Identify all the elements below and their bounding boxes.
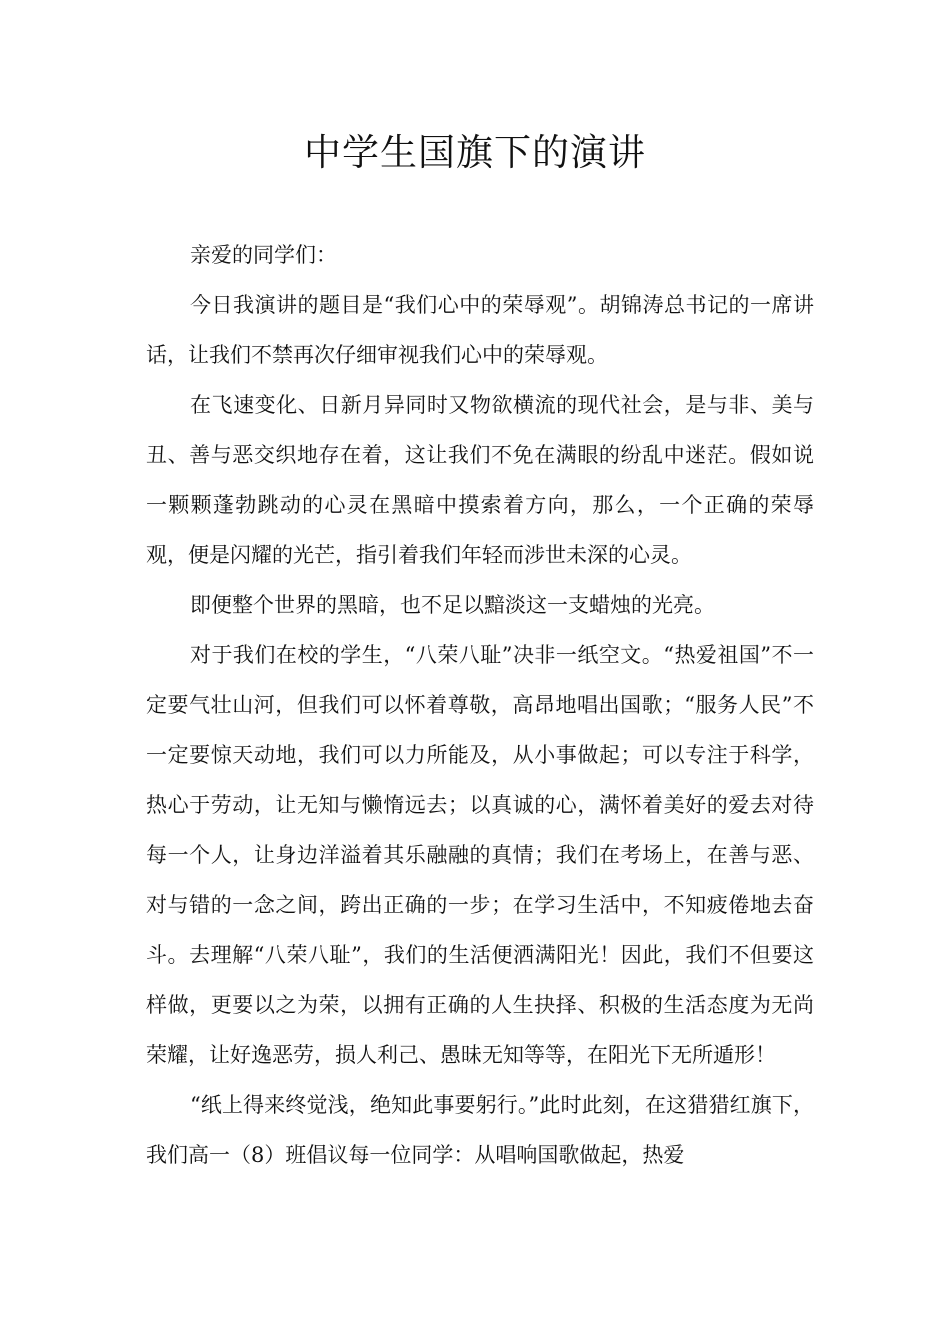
paragraph-greeting: 亲爱的同学们：	[190, 243, 337, 267]
paragraph-eight-honors: 对于我们在校的学生，“八荣八耻”决非一纸空文。“热爱祖国”不一定要气壮山河，但我们可以怀着尊敬，高昂地唱出国歌；“服务人民”不一定要惊天动地，我们可以力所能及，从小事做起；可以专注于科学，热心于劳动，让无知与懒惰远去；以真诚的心，满怀着美好的爱去对待每一个人，让身边洋溢着其乐融融的真情；我们在考场上，在善与恶、对与错的一念之间，跨出正确的一步；在学习生活中，不知疲倦地去奋斗。去理解“八荣八耻”，我们的生活便洒满阳光！因此，我们不但要这样做，更要以之为荣，以拥有正确的人生抉择、积极的生活态度为无尚荣耀，让好逸恶劳，损人利己、愚昧无知等等，在阳光下无所遁形！	[146, 643, 814, 1067]
paragraph-initiative: “纸上得来终觉浅，绝知此事要躬行。”此时此刻，在这猎猎红旗下，我们高一（8）班倡议每一位同学：从唱响国歌做起，热爱	[146, 1093, 814, 1167]
paragraph-society: 在飞速变化、日新月异同时又物欲横流的现代社会，是与非、美与丑、善与恶交织地存在着，这让我们不免在满眼的纷乱中迷茫。假如说一颗颗蓬勃跳动的心灵在黑暗中摸索着方向，那么，一个正确的荣辱观，便是闪耀的光芒，指引着我们年轻而涉世未深的心灵。	[146, 393, 814, 567]
paragraph-candle: 即便整个世界的黑暗，也不足以黯淡这一支蜡烛的光亮。	[190, 593, 715, 617]
document-title: 中学生国旗下的演讲	[304, 131, 646, 174]
paragraph-topic: 今日我演讲的题目是“我们心中的荣辱观”。胡锦涛总书记的一席讲话，让我们不禁再次仔细审视我们心中的荣辱观。	[146, 293, 814, 367]
document-body	[146, 230, 814, 1180]
